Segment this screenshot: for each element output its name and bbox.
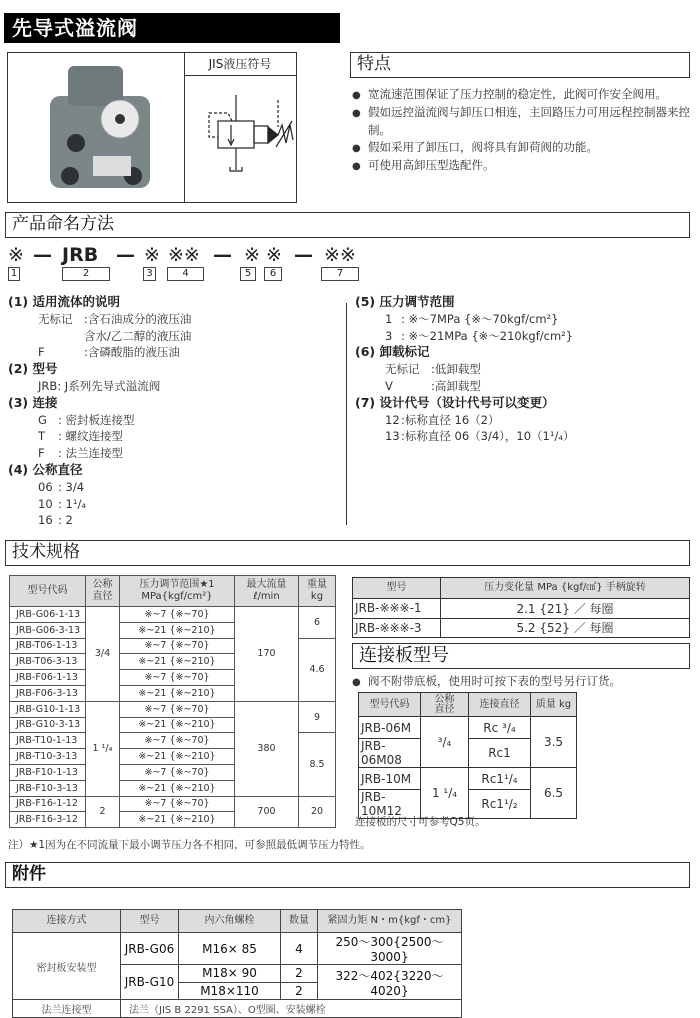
model-cell: JRB-10M12 bbox=[359, 790, 421, 819]
naming-item bbox=[355, 428, 690, 445]
col-header: 型号 bbox=[353, 578, 441, 599]
naming-group-heading: (5) 压力调节范围 bbox=[355, 294, 455, 309]
model-cell: JRB-※※※-3 bbox=[353, 618, 441, 638]
torque-cell: 322～402{3220～4020} bbox=[318, 965, 462, 1000]
naming-item bbox=[8, 412, 343, 429]
model-cell: JRB-F16-3-12 bbox=[10, 812, 86, 828]
bullet-item: ● 阀不附带底板，使用时可按下表的型号另行订货。 bbox=[352, 673, 690, 691]
naming-divider bbox=[346, 303, 347, 525]
col-header: 紧固力矩 N・m{kgf・cm} bbox=[318, 910, 462, 933]
range-cell: ※~7 {※~70} bbox=[120, 607, 235, 623]
bolt-cell: M16× 85 bbox=[179, 933, 281, 965]
col-header: 型号代码 bbox=[10, 576, 86, 607]
naming-key: F bbox=[38, 345, 45, 360]
features-list bbox=[352, 86, 690, 175]
weight-cell: 6 bbox=[299, 607, 336, 639]
header-row bbox=[359, 693, 577, 717]
relief-valve-symbol-icon bbox=[204, 95, 294, 195]
code-box: 7 bbox=[321, 267, 359, 281]
naming-value: :标称直径 06（3/4），10（1¹/₄） bbox=[401, 429, 575, 444]
naming-item bbox=[8, 445, 343, 462]
range-cell: ※~21 {※~210} bbox=[120, 685, 235, 701]
range-cell: ※~21 {※~210} bbox=[120, 749, 235, 765]
weight-cell: 20 bbox=[299, 796, 336, 828]
naming-value: :含磷酸脂的液压油 bbox=[84, 345, 180, 360]
weight-cell: 4.6 bbox=[299, 638, 336, 701]
naming-key: 无标记 bbox=[385, 362, 420, 377]
naming-item bbox=[355, 311, 690, 328]
naming-group-heading: (4) 公称直径 bbox=[8, 461, 83, 477]
naming-group-heading: (2) 型号 bbox=[8, 361, 58, 377]
spec-note: 注）★1因为在不同流量下最小调节压力各不相同，可参照最低调节压力特性。 bbox=[8, 839, 371, 851]
naming-key: 1 bbox=[385, 311, 393, 326]
naming-key: V bbox=[385, 378, 393, 393]
model-cell: JRB-06M bbox=[359, 717, 421, 739]
code-box: 2 bbox=[62, 267, 110, 281]
page-title: 先导式溢流阀 bbox=[4, 13, 340, 43]
naming-value: : ※～7MPa {※～70kgf/cm²} bbox=[401, 311, 559, 326]
subplate-note: 连接板的尺寸可参考Q5页。 bbox=[355, 816, 486, 828]
table-row bbox=[10, 796, 336, 812]
code-part: ※ bbox=[8, 244, 24, 266]
naming-left-list bbox=[8, 294, 343, 529]
naming-key: 无标记 bbox=[38, 311, 73, 326]
qty-cell: 4 bbox=[281, 933, 318, 965]
col-header: 重量 kg bbox=[299, 576, 336, 607]
code-part: ※※ bbox=[168, 244, 200, 266]
feature-item: ● 假如采用了卸压口，阀将具有卸荷阀的功能。 bbox=[352, 139, 690, 157]
col-header: 公称 直径 bbox=[86, 576, 120, 607]
code-dash: — bbox=[294, 244, 313, 266]
subplate-table bbox=[358, 692, 577, 819]
col-header: 质量 kg bbox=[531, 693, 577, 717]
naming-value: : 法兰连接型 bbox=[58, 446, 124, 461]
naming-item bbox=[8, 512, 343, 529]
spec-header-row bbox=[10, 576, 336, 607]
naming-value: :标称直径 16（2） bbox=[401, 412, 500, 427]
model-cell: JRB-F10-1-13 bbox=[10, 764, 86, 780]
range-cell: ※~21 {※~210} bbox=[120, 812, 235, 828]
naming-group-heading: (6) 卸载标记 bbox=[355, 344, 430, 360]
naming-item bbox=[355, 361, 690, 378]
table-row bbox=[13, 1000, 462, 1018]
spec-table bbox=[9, 575, 336, 828]
model-cell: JRB-10M bbox=[359, 768, 421, 790]
col-header: 连接直径 bbox=[469, 693, 531, 717]
code-box: 3 bbox=[143, 267, 156, 281]
naming-key: 10 bbox=[38, 496, 53, 511]
model-cell: JRB-T10-1-13 bbox=[10, 733, 86, 749]
naming-key: JRB bbox=[38, 378, 58, 393]
code-part: ※※ bbox=[324, 244, 356, 266]
bolt-cell: M18× 90 bbox=[179, 965, 281, 983]
range-cell: ※~21 {※~210} bbox=[120, 717, 235, 733]
naming-key: G bbox=[38, 412, 47, 427]
naming-group-heading: (3) 连接 bbox=[8, 394, 58, 410]
col-header: 型号 bbox=[121, 910, 179, 933]
code-part: ※ bbox=[244, 244, 260, 266]
naming-value: :高卸载型 bbox=[431, 378, 481, 393]
code-part: JRB bbox=[62, 244, 99, 266]
range-cell: ※~21 {※~210} bbox=[120, 780, 235, 796]
naming-item bbox=[8, 328, 343, 345]
feature-item: ● 可使用高卸压型选配件。 bbox=[352, 157, 690, 175]
naming-value: : 2 bbox=[58, 513, 73, 528]
col-header: 连接方式 bbox=[13, 910, 121, 933]
value-cell: 2.1 {21} ／ 每圈 bbox=[441, 599, 690, 619]
header-row bbox=[353, 578, 690, 599]
table-row bbox=[10, 607, 336, 623]
table-row bbox=[359, 768, 577, 790]
code-box: 1 bbox=[8, 267, 20, 281]
col-header: 压力调节范围★1 MPa{kgf/cm²} bbox=[120, 576, 235, 607]
range-cell: ※~7 {※~70} bbox=[120, 670, 235, 686]
naming-value: :含石油成分的液压油 bbox=[84, 311, 192, 326]
naming-value: : J系列先导式溢流阀 bbox=[57, 378, 161, 393]
port-cell: Rc ³/₄ bbox=[469, 717, 531, 739]
subplate-heading: 连接板型号 bbox=[352, 643, 690, 669]
flow-cell: 700 bbox=[235, 796, 299, 828]
range-cell: ※~21 {※~210} bbox=[120, 654, 235, 670]
col-header: 内六角螺栓 bbox=[179, 910, 281, 933]
naming-key: F bbox=[38, 446, 45, 461]
value-cell: 5.2 {52} ／ 每圈 bbox=[441, 618, 690, 638]
feature-item: ● 假如远控溢流阀与卸压口相连，主回路压力可用远程控制器来控制。 bbox=[352, 104, 690, 139]
naming-key: 13 bbox=[385, 429, 400, 444]
model-cell: JRB-G06 bbox=[121, 933, 179, 965]
code-part: ※ bbox=[144, 244, 160, 266]
naming-key: 12 bbox=[385, 412, 400, 427]
model-cell: JRB-T10-3-13 bbox=[10, 749, 86, 765]
qty-cell: 2 bbox=[281, 982, 318, 1000]
naming-key: 16 bbox=[38, 513, 53, 528]
naming-value: : 1¹/₄ bbox=[58, 496, 86, 511]
range-cell: ※~7 {※~70} bbox=[120, 764, 235, 780]
subplate-bullet bbox=[352, 673, 690, 691]
naming-item bbox=[8, 428, 343, 445]
naming-item bbox=[8, 479, 343, 496]
feature-item: ● 宽流速范围保证了压力控制的稳定性，此阀可作安全阀用。 bbox=[352, 86, 690, 104]
model-cell: JRB-※※※-1 bbox=[353, 599, 441, 619]
port-cell: Rc1 bbox=[469, 739, 531, 768]
accessories-table bbox=[12, 909, 462, 1018]
range-cell: ※~7 {※~70} bbox=[120, 733, 235, 749]
naming-item bbox=[355, 378, 690, 395]
model-cell: JRB-G10 bbox=[121, 965, 179, 1000]
naming-item bbox=[8, 311, 343, 328]
code-dash: — bbox=[33, 244, 52, 266]
range-cell: ※~7 {※~70} bbox=[120, 638, 235, 654]
header-row bbox=[13, 910, 462, 933]
naming-item bbox=[355, 412, 690, 429]
model-cell: JRB-T06-3-13 bbox=[10, 654, 86, 670]
model-cell: JRB-G06-1-13 bbox=[10, 607, 86, 623]
col-header: 数量 bbox=[281, 910, 318, 933]
port-cell: Rc1¹/₄ bbox=[469, 768, 531, 790]
col-header: 压力变化量 MPa {kgf/㎠} 手柄旋转 bbox=[441, 578, 690, 599]
col-header: 型号代码 bbox=[359, 693, 421, 717]
naming-right-list bbox=[355, 294, 690, 445]
bolt-cell: M18×110 bbox=[179, 982, 281, 1000]
model-cell: JRB-F06-3-13 bbox=[10, 685, 86, 701]
flow-cell: 380 bbox=[235, 701, 299, 796]
naming-item bbox=[8, 378, 343, 395]
size-cell: 1 ¹/₄ bbox=[86, 701, 120, 796]
naming-key: T bbox=[38, 429, 46, 444]
table-row bbox=[353, 618, 690, 638]
naming-key: 06 bbox=[38, 479, 53, 494]
size-cell: 1 ¹/₄ bbox=[421, 768, 469, 819]
code-box: 6 bbox=[264, 267, 282, 281]
naming-item bbox=[8, 496, 343, 513]
pressure-change-table bbox=[352, 577, 690, 638]
model-cell: JRB-F10-3-13 bbox=[10, 780, 86, 796]
naming-value: : 密封板连接型 bbox=[58, 412, 135, 427]
size-cell: 2 bbox=[86, 796, 120, 828]
valve-photo-image bbox=[38, 61, 168, 196]
model-cell: JRB-F16-1-12 bbox=[10, 796, 86, 812]
model-cell: JRB-06M08 bbox=[359, 739, 421, 768]
table-row bbox=[13, 933, 462, 965]
model-cell: JRB-G10-1-13 bbox=[10, 701, 86, 717]
product-figure bbox=[7, 52, 297, 203]
col-header: 公称 直径 bbox=[421, 693, 469, 717]
naming-heading: 产品命名方法 bbox=[5, 212, 690, 238]
naming-value: 含水/乙二醇的液压油 bbox=[84, 328, 192, 343]
table-row bbox=[359, 717, 577, 739]
model-cell: JRB-F06-1-13 bbox=[10, 670, 86, 686]
code-dash: — bbox=[116, 244, 135, 266]
naming-item bbox=[355, 328, 690, 345]
type-cell: 密封板安装型 bbox=[13, 933, 121, 1000]
specs-heading: 技术规格 bbox=[5, 540, 690, 566]
symbol-header: JIS液压符号 bbox=[184, 53, 296, 76]
torque-cell: 250～300{2500～3000} bbox=[318, 933, 462, 965]
parts-cell: 法兰（JIS B 2291 SSA）、O型圈、安装螺栓 bbox=[121, 1000, 462, 1018]
weight-cell: 9 bbox=[299, 701, 336, 733]
mass-cell: 3.5 bbox=[531, 717, 577, 768]
code-dash: — bbox=[213, 244, 232, 266]
size-cell: ³/₄ bbox=[421, 717, 469, 768]
naming-value: : ※～21MPa {※～210kgf/cm²} bbox=[401, 328, 574, 343]
code-part: ※ bbox=[266, 244, 282, 266]
model-cell: JRB-G06-3-13 bbox=[10, 622, 86, 638]
range-cell: ※~21 {※~210} bbox=[120, 622, 235, 638]
range-cell: ※~7 {※~70} bbox=[120, 701, 235, 717]
qty-cell: 2 bbox=[281, 965, 318, 983]
naming-item bbox=[8, 344, 343, 361]
naming-key: 3 bbox=[385, 328, 393, 343]
naming-value: :低卸载型 bbox=[431, 362, 481, 377]
port-cell: Rc1¹/₂ bbox=[469, 790, 531, 819]
accessories-heading: 附件 bbox=[5, 862, 690, 888]
naming-value: : 3/4 bbox=[58, 479, 85, 494]
flow-cell: 170 bbox=[235, 607, 299, 702]
weight-cell: 8.5 bbox=[299, 733, 336, 796]
naming-group-heading: (7) 设计代号（设计代号可以变更） bbox=[355, 394, 555, 410]
mass-cell: 6.5 bbox=[531, 768, 577, 819]
col-header: 最大流量 ℓ/min bbox=[235, 576, 299, 607]
features-heading: 特点 bbox=[350, 52, 690, 78]
table-row bbox=[353, 599, 690, 619]
naming-value: : 螺纹连接型 bbox=[58, 429, 124, 444]
range-cell: ※~7 {※~70} bbox=[120, 796, 235, 812]
code-box: 4 bbox=[167, 267, 204, 281]
type-cell: 法兰连接型 bbox=[13, 1000, 121, 1018]
naming-group-heading: (1) 适用流体的说明 bbox=[8, 294, 120, 309]
size-cell: 3/4 bbox=[86, 607, 120, 702]
model-cell: JRB-G10-3-13 bbox=[10, 717, 86, 733]
code-box: 5 bbox=[240, 267, 256, 281]
model-cell: JRB-T06-1-13 bbox=[10, 638, 86, 654]
table-row bbox=[10, 701, 336, 717]
